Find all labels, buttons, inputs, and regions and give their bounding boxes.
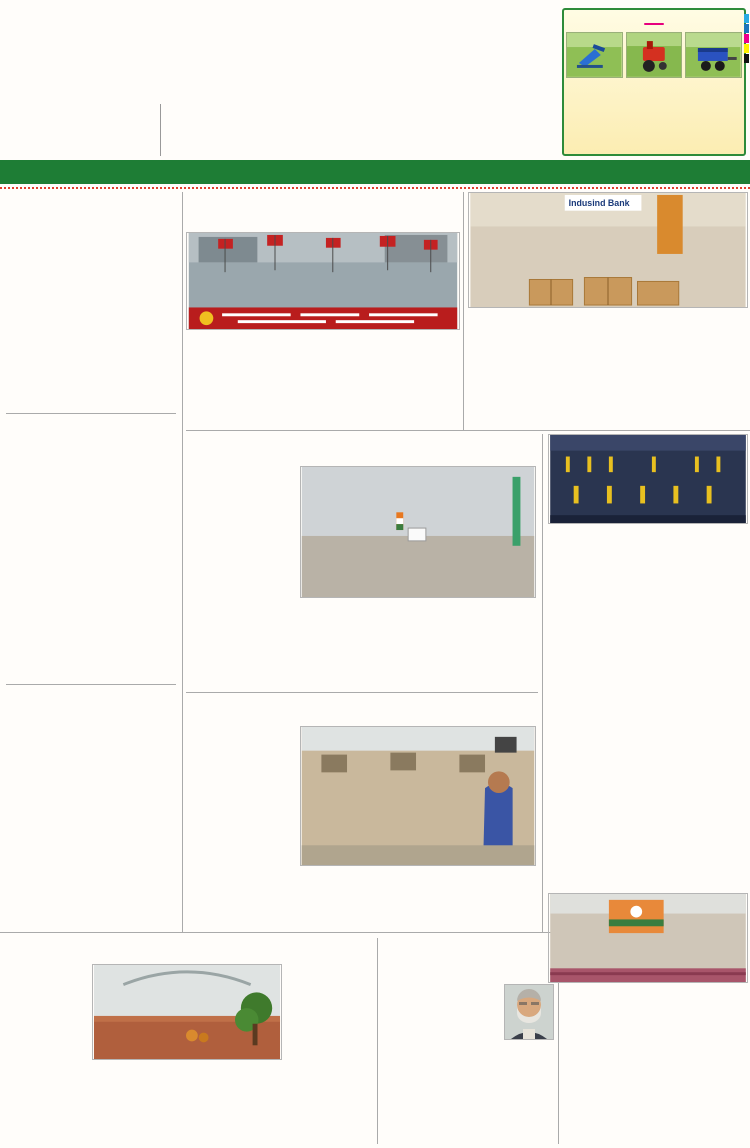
toll-protest-photo xyxy=(300,466,536,598)
publication-info-block xyxy=(4,12,156,23)
bjp-foundation-body xyxy=(548,987,748,1143)
inspection-body-continued xyxy=(4,1080,374,1142)
toll-protest-body xyxy=(188,466,294,690)
trailer-photo xyxy=(685,32,742,78)
ad-ribbon xyxy=(644,23,664,25)
complaint-body xyxy=(6,236,178,408)
divider xyxy=(186,692,538,693)
divider xyxy=(6,684,176,685)
divider xyxy=(182,192,183,932)
divider xyxy=(463,192,464,430)
bjp-foundation-photo xyxy=(548,893,748,983)
divider xyxy=(6,413,176,414)
inspection-site-photo xyxy=(92,964,282,1060)
jagjivan-body xyxy=(188,726,294,930)
decorative-red-rule xyxy=(0,187,750,189)
dasimayya-event-photo xyxy=(548,434,748,524)
mahalaxmi-implements-ad xyxy=(562,8,746,156)
ventilator-body xyxy=(468,360,748,428)
ventilator-handover-photo xyxy=(468,192,748,308)
taekwondo-body xyxy=(6,734,178,928)
divider xyxy=(160,104,161,156)
driving-training-body xyxy=(6,460,178,680)
print-registration-marks xyxy=(744,14,749,64)
divider xyxy=(0,932,558,933)
divider xyxy=(186,430,750,431)
lead-body xyxy=(186,343,458,428)
ad-product-photos xyxy=(566,32,742,78)
jagjivan-body-continued xyxy=(300,870,536,930)
protest-photo xyxy=(186,232,460,330)
inspection-body-col1 xyxy=(4,964,88,1074)
dasimayya-body xyxy=(548,574,748,840)
plough-photo xyxy=(566,32,623,78)
svg-text:Indusind Bank: Indusind Bank xyxy=(568,197,630,208)
jagjivan-event-photo xyxy=(300,726,536,866)
masthead-title xyxy=(158,48,562,134)
toll-body-continued xyxy=(300,612,536,690)
inspection-body-col3 xyxy=(286,964,372,1074)
masthead-subtitle xyxy=(300,130,560,131)
divider xyxy=(377,938,378,1144)
modi-portrait-photo xyxy=(504,984,554,1040)
portraits-row xyxy=(162,8,558,50)
dateline-bar xyxy=(0,160,750,184)
divider xyxy=(542,434,543,932)
modi-health-article xyxy=(382,984,554,1144)
rotavator-photo xyxy=(626,32,683,78)
